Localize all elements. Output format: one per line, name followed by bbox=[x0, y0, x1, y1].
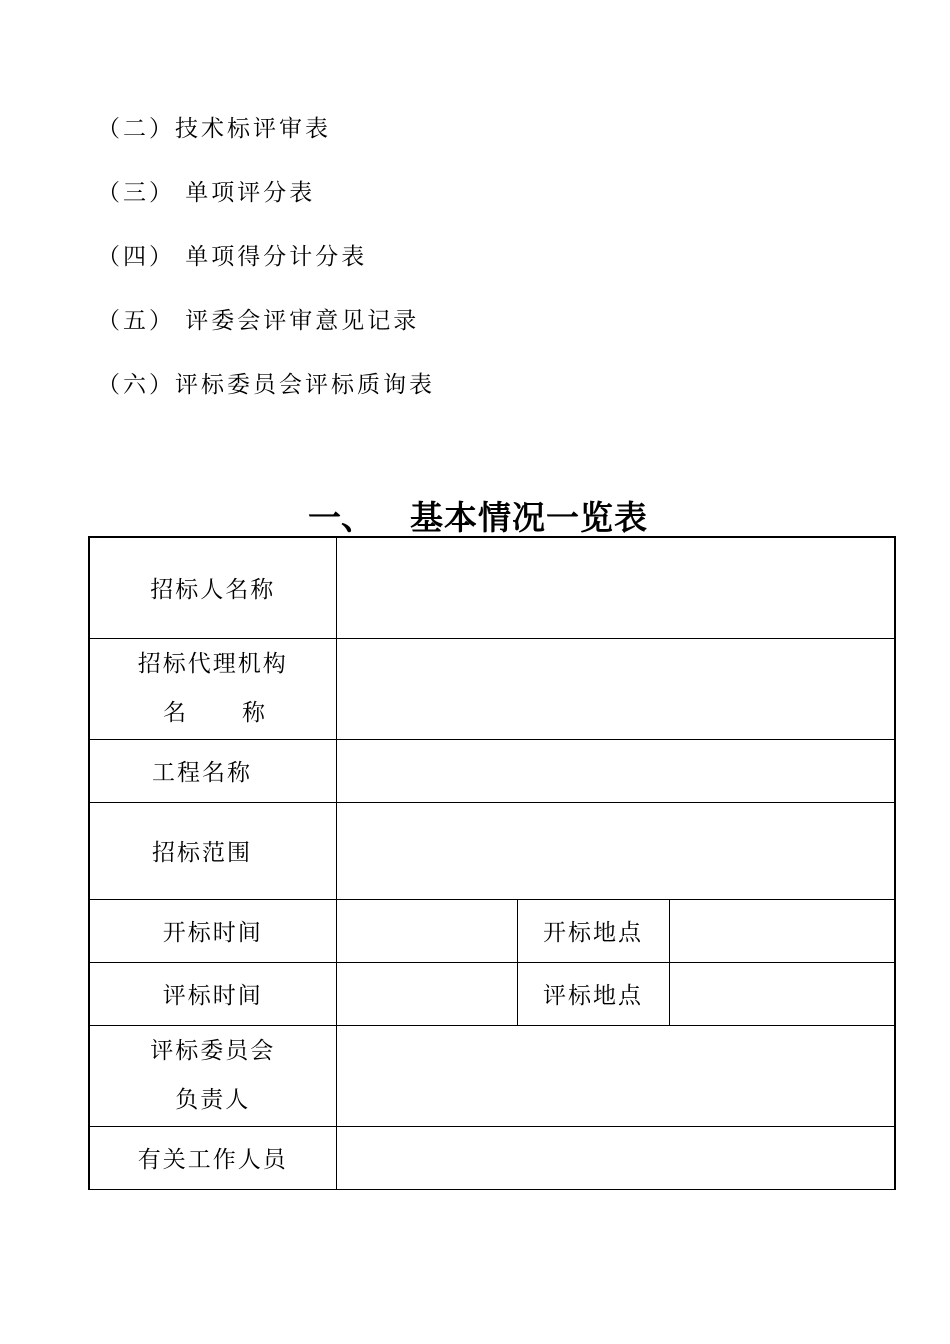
committee-head-value[interactable] bbox=[336, 1025, 895, 1126]
section-title-text: 基本情况一览表 bbox=[410, 498, 648, 537]
evaluation-time-value[interactable] bbox=[336, 962, 517, 1025]
toc-line-3: （三） 单项评分表 bbox=[97, 180, 316, 206]
table-row bbox=[89, 899, 895, 962]
table-row bbox=[89, 802, 895, 899]
section-number: 一、 bbox=[308, 498, 374, 537]
opening-place-value[interactable] bbox=[669, 899, 895, 962]
basic-info-table bbox=[88, 536, 896, 1190]
evaluation-place-label: 评标地点 bbox=[517, 962, 669, 1025]
table-row bbox=[89, 638, 895, 739]
staff-value[interactable] bbox=[336, 1126, 895, 1189]
tenderer-name-label: 招标人名称 bbox=[89, 537, 336, 638]
toc-line-2: （二）技术标评审表 bbox=[97, 116, 331, 142]
committee-head-line1: 评标委员会 bbox=[150, 1037, 276, 1064]
agency-name-line2-a: 名 bbox=[163, 699, 188, 726]
agency-name-line1: 招标代理机构 bbox=[137, 650, 288, 677]
committee-head-line2: 负责人 bbox=[175, 1086, 251, 1113]
toc-line-6: （六）评标委员会评标质询表 bbox=[97, 372, 435, 398]
opening-time-value[interactable] bbox=[336, 899, 517, 962]
evaluation-place-value[interactable] bbox=[669, 962, 895, 1025]
evaluation-time-label: 评标时间 bbox=[89, 962, 336, 1025]
opening-place-label: 开标地点 bbox=[517, 899, 669, 962]
staff-label: 有关工作人员 bbox=[89, 1126, 336, 1189]
table-row bbox=[89, 1025, 895, 1126]
toc-line-5: （五） 评委会评审意见记录 bbox=[97, 308, 420, 334]
tender-scope-label: 招标范围 bbox=[89, 802, 336, 899]
table-row bbox=[89, 739, 895, 802]
tender-scope-value[interactable] bbox=[336, 802, 895, 899]
opening-time-label: 开标时间 bbox=[89, 899, 336, 962]
tenderer-name-value[interactable] bbox=[336, 537, 895, 638]
toc-line-4: （四） 单项得分计分表 bbox=[97, 244, 368, 270]
agency-name-line2 bbox=[90, 689, 336, 738]
committee-head-label bbox=[89, 1025, 336, 1126]
project-name-label: 工程名称 bbox=[89, 739, 336, 802]
section-title bbox=[0, 488, 950, 538]
agency-name-line2-b: 称 bbox=[242, 699, 267, 726]
project-name-value[interactable] bbox=[336, 739, 895, 802]
table-row bbox=[89, 1126, 895, 1189]
table-row bbox=[89, 962, 895, 1025]
agency-name-value[interactable] bbox=[336, 638, 895, 739]
table-row bbox=[89, 537, 895, 638]
agency-name-label bbox=[89, 638, 336, 739]
